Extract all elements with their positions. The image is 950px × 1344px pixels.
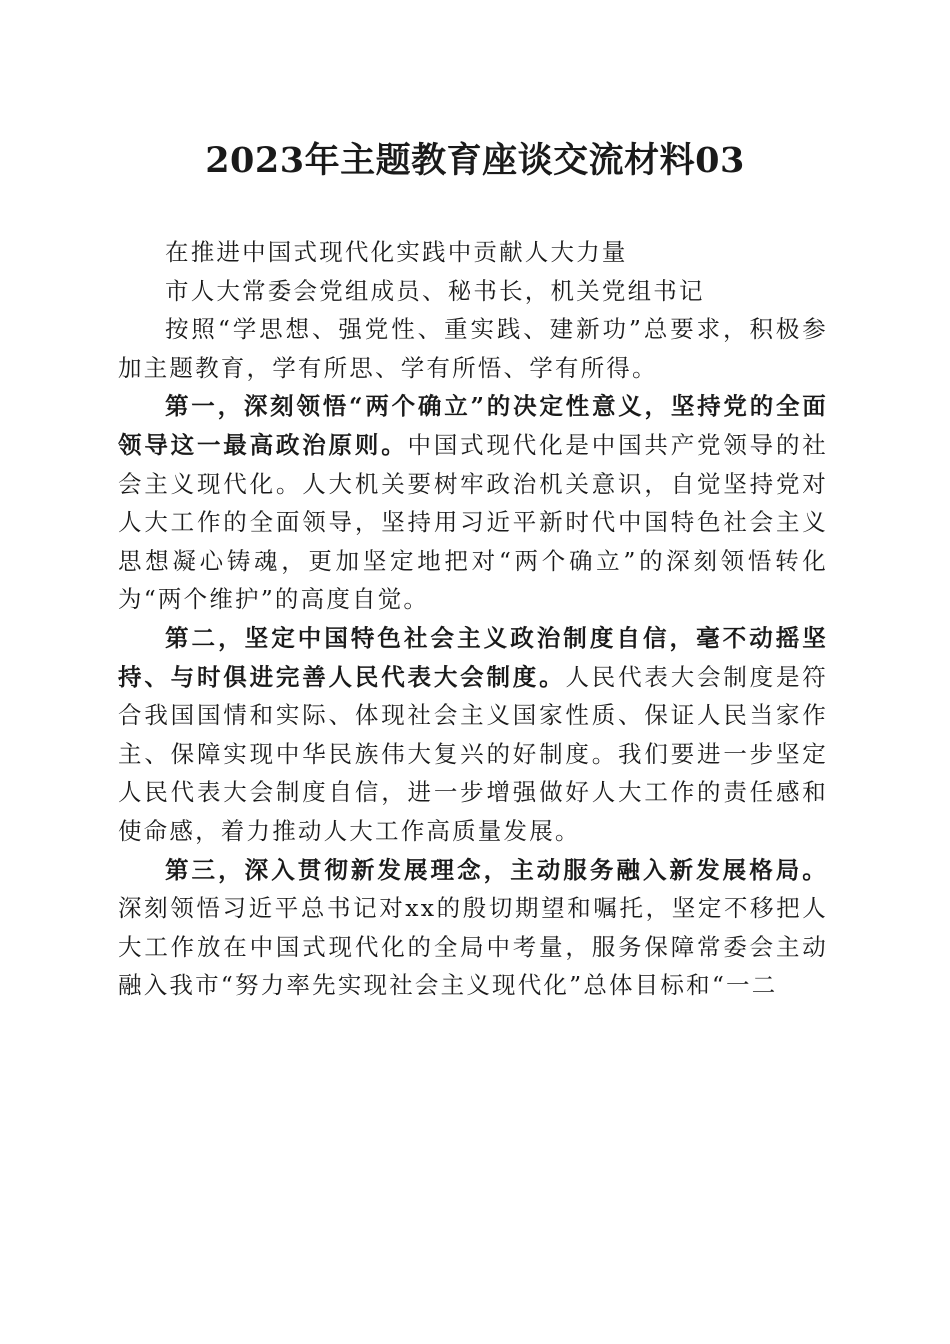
section-paragraph-3 — [118, 851, 828, 1005]
section-heading: 第三，深入贯彻新发展理念，主动服务融入新发展格局。 — [165, 855, 828, 884]
intro-paragraph: 按照“学思想、强党性、重实践、建新功”总要求，积极参加主题教育，学有所思、学有所悟、学有所得。 — [118, 315, 828, 382]
author-line: 市人大常委会党组成员、秘书长，机关党组书记 — [165, 276, 705, 305]
section-body: 深刻领悟习近平总书记对xx的殷切期望和嘱托，坚定不移把人大工作放在中国式现代化的全局中考量，服务保障常委会主动融入我市“努力率先实现社会主义现代化”总体目标和“一二 — [118, 894, 828, 1000]
document-title: 2023年主题教育座谈交流材料03 — [205, 140, 745, 181]
subtitle: 在推进中国式现代化实践中贡献人大力量 — [165, 238, 628, 266]
section-paragraph-1 — [118, 387, 828, 619]
section-body: 人民代表大会制度是符合我国国情和实际、体现社会主义国家性质、保证人民当家作主、保障实现中华民族伟大复兴的好制度。我们要进一步坚定人民代表大会制度自信，进一步增强做好人大工作的责任感和使命感，着力推动人大工作高质量发展。 — [118, 662, 829, 845]
section-body: 中国式现代化是中国共产党领导的社会主义现代化。人大机关要树牢政治机关意识，自觉坚持党对人大工作的全面领导，坚持用习近平新时代中国特色社会主义思想凝心铸魂，更加坚定地把对“两个确立”的深刻领悟转化为“两个维护”的高度自觉。 — [118, 430, 828, 614]
document-body — [118, 233, 828, 1005]
section-paragraph-2 — [118, 619, 828, 851]
section-heading: 第一，深刻领悟“两个确立”的决定性意义，坚持党的全面领导这一最高政治原则。 — [118, 392, 828, 459]
section-heading: 第二，坚定中国特色社会主义政治制度自信，毫不动摇坚持、与时俱进完善人民代表大会制度。 — [118, 623, 828, 691]
